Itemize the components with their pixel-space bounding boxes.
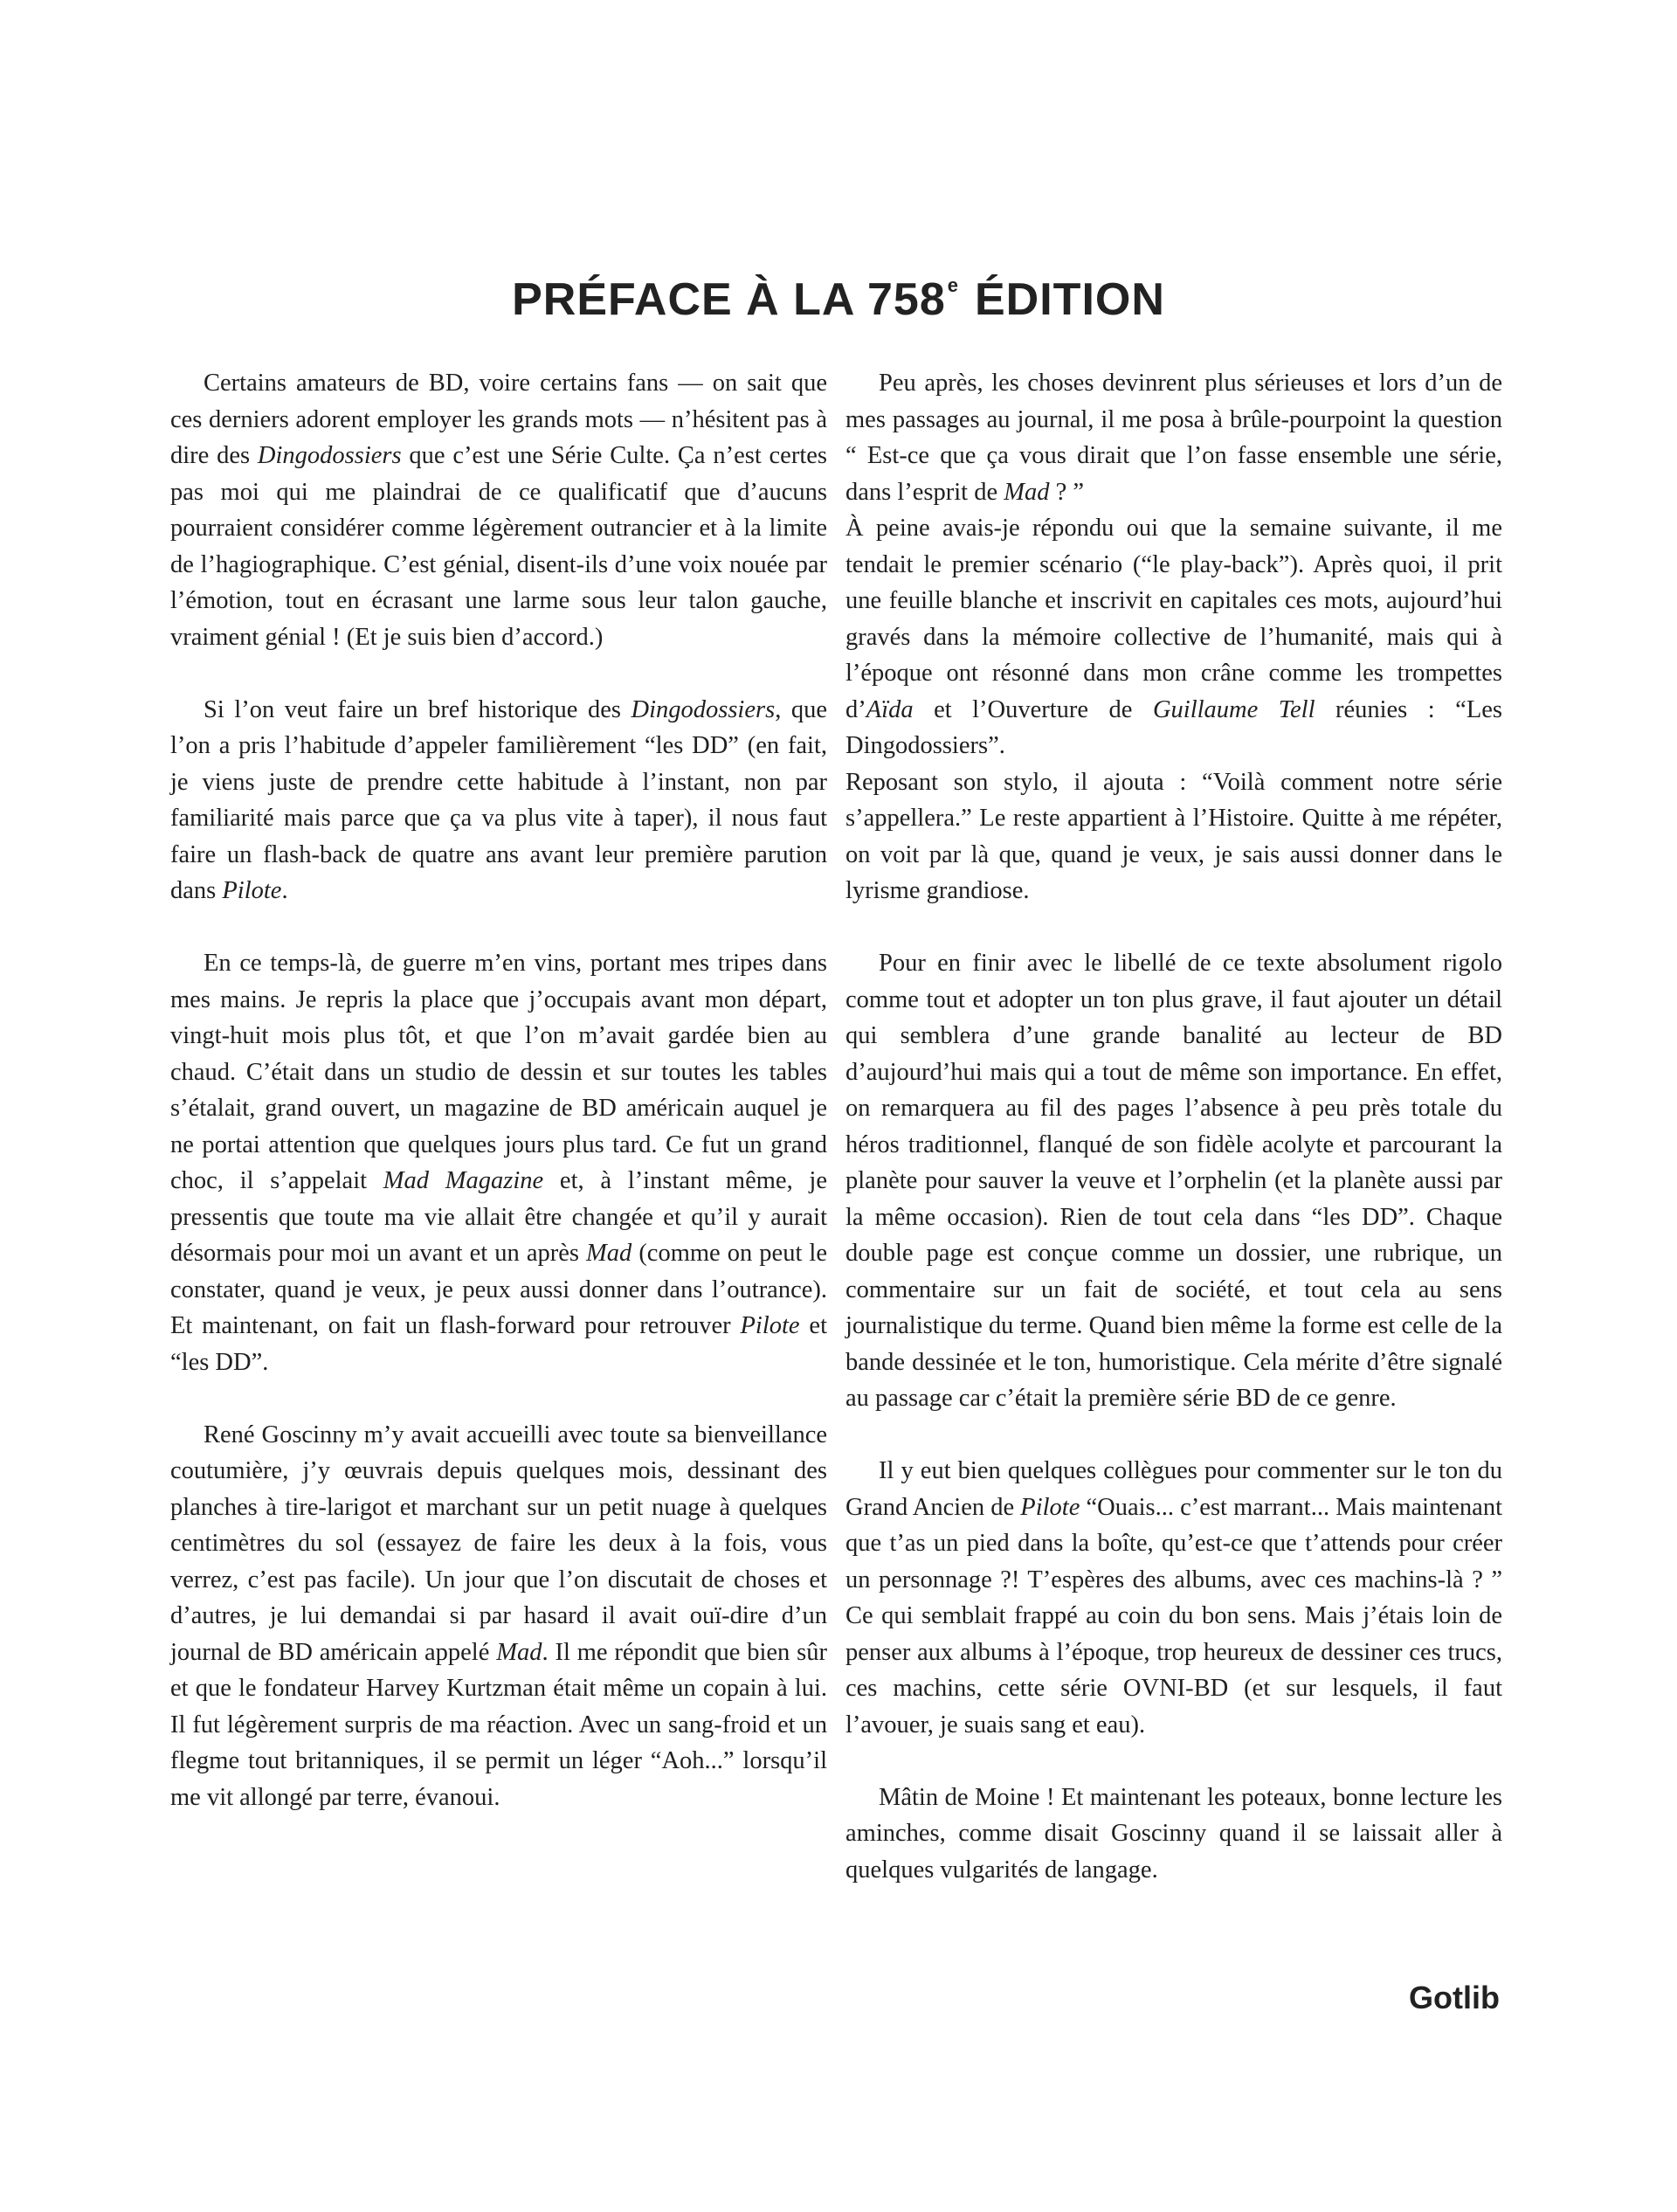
paragraph: Pour en finir avec le libellé de ce texte absolument rigolo comme tout et adopter un ton plus grave, il faut ajouter un détail qui semblera d’une grande banalité au lecteur de BD d’aujourd’hui mais qui a tout de même son importance. En effet, on remarquera au fil des pages l’absence à peu près totale du héros traditionnel, flanqué de son fidèle acolyte et parcourant la planète pour sauver la veuve et l’orphelin (et la planète aussi par la même occasion). Rien de tout cela dans “les DD”. Chaque double page est conçue comme un dossier, une rubrique, un commentaire sur un fait de société, et tout cela au sens journalistique du terme. Quand bien même la forme est celle de la bande dessinée et le ton, humoristique. Cela mérite d’être signalé au passage car c’était la première série BD de ce genre.	[845, 950, 1502, 1412]
left-column	[170, 365, 827, 1852]
paragraph: En ce temps-là, de guerre m’en vins, portant mes tripes dans mes mains. Je repris la place que j’occupais avant mon départ, vingt-huit mois plus tôt, et que l’on m’avait gardée bien au chaud. C’était dans un studio de dessin et sur toutes les tables s’étalait, grand ouvert, un magazine de BD américain auquel je ne portai attention que quelques jours plus tard. Ce fut un grand choc, il s’appelait Mad Magazine et, à l’instant même, je pressentis que toute ma vie allait être changée et qu’il y aurait désormais pour moi un avant et un après Mad (comme on peut le constater, quand je veux, je peux aussi donner dans l’outrance). Et maintenant, on fait un flash-forward pour retrouver Pilote et “les DD”.	[170, 950, 828, 1376]
title-prefix: PRÉFACE À LA 758	[512, 273, 946, 325]
paragraph: René Goscinny m’y avait accueilli avec toute sa bienveillance coutumière, j’y œuvrais depuis quelques mois, dessinant des planches à tire-larigot et marchant sur un petit nuage à quelques centimètres du sol (essayez de faire les deux à la fois, vous verrez, c’est pas facile). Un jour que l’on discutait de choses et d’autres, je lui demandai si par hasard il avait ouï-dire d’un journal de BD américain appelé Mad. Il me répondit que bien sûr et que le fondateur Harvey Kurtzman était même un copain à lui. Il fut légèrement surpris de ma réaction. Avec un sang-froid et un flegme tout britanniques, il se permit un léger “Aoh...” lorsqu’il me vit allongé par terre, évanoui.	[170, 1421, 827, 1811]
page-title	[0, 273, 1677, 326]
paragraph: Peu après, les choses devinrent plus sérieuses et lors d’un de mes passages au journal, il me posa à brûle-pourpoint la question “ Est-ce que ça vous dirait que l’on fasse ensemble une série, dans l’esprit de Mad ? ” À peine avais-je répondu oui que la semaine suivante, il me tendait le premier scénario (“le play-back”). Après quoi, il prit une feuille blanche et inscrivit en capitales ces mots, aujourd’hui gravés dans la mémoire collective de l’humanité, mais qui à l’époque ont résonné dans mon crâne comme les trompettes d’Aïda et l’Ouverture de Guillaume Tell réunies : “Les Dingodossiers”. Reposant son stylo, il ajouta : “Voilà comment notre série s’appellera.” Le reste appartient à l’Histoire. Quitte à me répéter, on voit par là que, quand je veux, je sais aussi donner dans le lyrisme grandiose.	[845, 370, 1502, 904]
signature: Gotlib	[1409, 1980, 1500, 2015]
paragraph: Il y eut bien quelques collègues pour commenter sur le ton du Grand Ancien de Pilote “Ouais... c’est marrant... Mais maintenant que t’as un pied dans la boîte, qu’est-ce que t’attends pour créer un personnage ?! T’espères des albums, avec ces machins-là ? ” Ce qui semblait frappé au coin du bon sens. Mais j’étais loin de penser aux albums à l’époque, trop heureux de dessiner ces trucs, ces machins, cette série OVNI-BD (et sur lesquels, il faut l’avouer, je suais sang et eau).	[845, 1457, 1502, 1738]
paragraph: Certains amateurs de BD, voire certains fans — on sait que ces derniers adorent employer les grands mots — n’hésitent pas à dire des Dingodossiers que c’est une Série Culte. Ça n’est certes pas moi qui me plaindrai de ce qualificatif que d’aucuns pourraient considérer comme légèrement outrancier et à la limite de l’hagiographique. C’est génial, disent-ils d’une voix nouée par l’émotion, tout en écrasant une larme sous leur talon gauche, vraiment génial ! (Et je suis bien d’accord.)	[170, 370, 827, 651]
title-superscript: e	[947, 273, 959, 296]
paragraph: Si l’on veut faire un bref historique des Dingodossiers, que l’on a pris l’habitude d’appeler familièrement “les DD” (en fait, je viens juste de prendre cette habitude à l’instant, non par familiarité mais parce que ça va plus vite à taper), il nous faut faire un flash-back de quatre ans avant leur première parution dans Pilote.	[170, 695, 827, 904]
title-suffix: ÉDITION	[975, 273, 1165, 325]
paragraph: Mâtin de Moine ! Et maintenant les poteaux, bonne lecture les aminches, comme disait Goscinny quand il se laissait aller à quelques vulgarités de langage.	[845, 1783, 1502, 1884]
right-column	[845, 365, 1502, 1925]
